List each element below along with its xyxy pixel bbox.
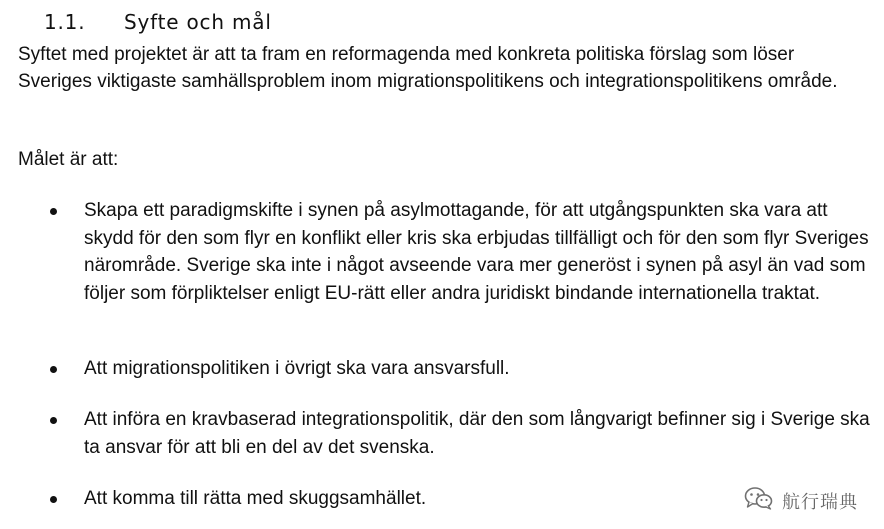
watermark-text: 航行瑞典 xyxy=(782,491,858,513)
intro-paragraph: Syftet med projektet är att ta fram en reformagenda med konkreta politiska förslag som löser Sveriges viktigaste samhällsproblem inom migrationspolitikens och integrationspolitikens område. xyxy=(18,44,838,92)
section-number: 1.1. xyxy=(44,10,86,34)
list-item-text: Att införa en kravbaserad integrationspolitik, där den som långvarigt befinner sig i Sverige ska ta ansvar för att bli en del av det svenska. xyxy=(84,409,870,458)
list-item-text: Skapa ett paradigmskifte i synen på asylmottagande, för att utgångspunkten ska vara att skydd för den som flyr en konflikt eller kris ska erbjudas tillfälligt och för den som flyr Sveriges närområde. Sverige ska inte i något avseende vara mer generöst i synen på asyl än vad som följer som förpliktelser enligt EU-rätt eller andra juridiskt bindande internationella traktat. xyxy=(84,200,869,304)
bullet-icon xyxy=(50,208,57,215)
list-item-text: Att migrationspolitiken i övrigt ska vara ansvarsfull. xyxy=(84,358,510,379)
goal-label: Målet är att: xyxy=(18,149,119,170)
bullet-icon xyxy=(50,366,57,373)
section-title: Syfte och mål xyxy=(124,10,272,34)
wechat-icon xyxy=(744,486,774,515)
bullet-icon xyxy=(50,417,57,424)
watermark xyxy=(744,486,858,515)
list-item-text: Att komma till rätta med skuggsamhället. xyxy=(84,488,427,509)
bullet-icon xyxy=(50,496,57,503)
